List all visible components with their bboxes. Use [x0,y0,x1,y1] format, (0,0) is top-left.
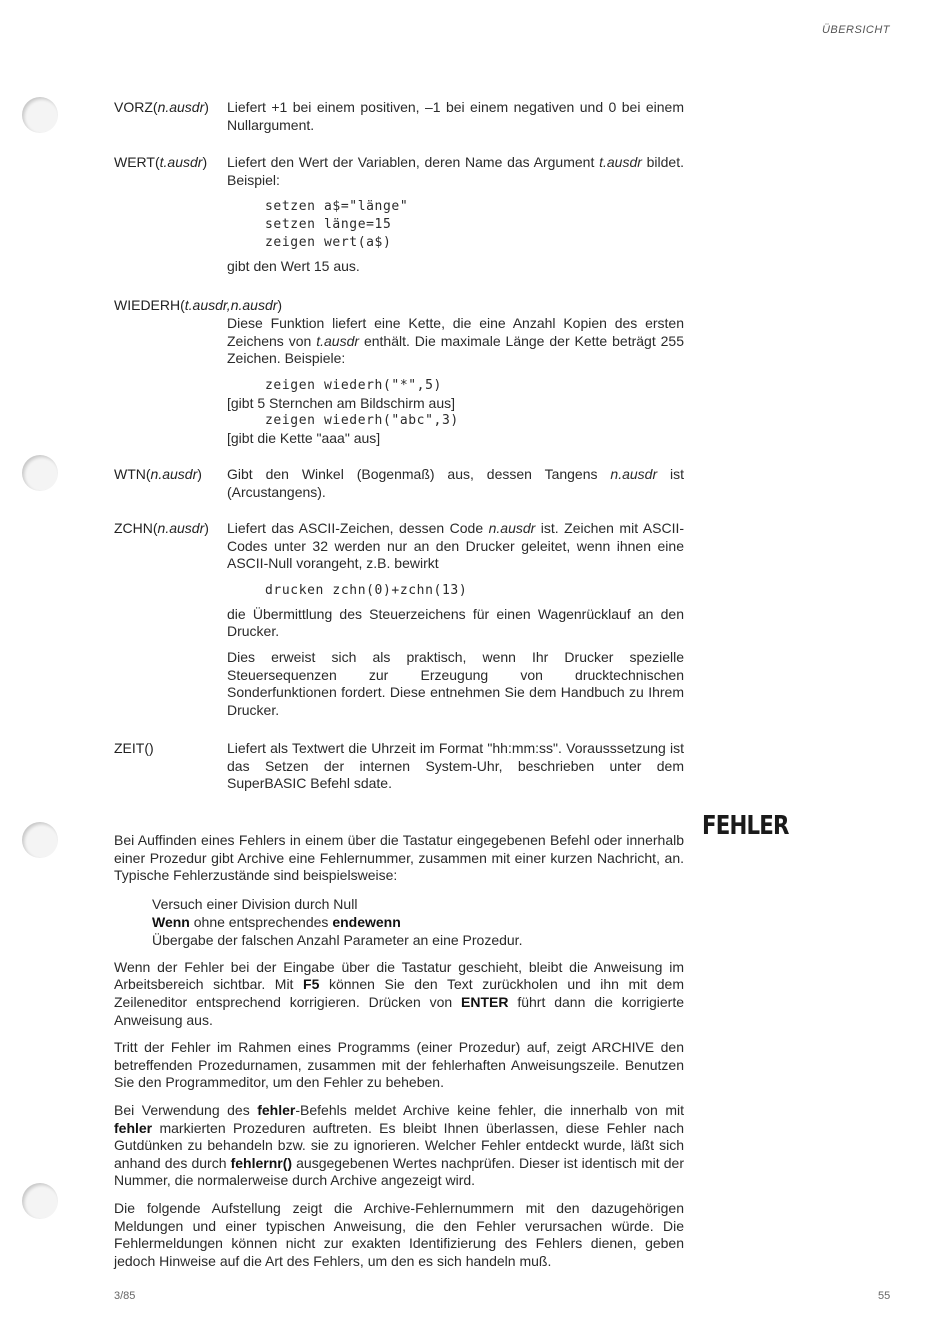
fehler-paragraph: Tritt der Fehler im Rahmen eines Programms (einer Prozedur) auf, zeigt ARCHIVE den betreffenden Prozedurnamen, zusammen mit der fehlerhaften Anweisungszeile. Benutzen Sie den Programmeditor, um den Fehler zu beheben. [114,1039,684,1091]
function-name: ZEIT() [114,740,154,756]
function-name: WTN(n.ausdr) [114,466,202,482]
page-number: 55 [878,1290,891,1302]
error-examples-list [152,895,684,949]
function-name: ZCHN(n.ausdr) [114,520,209,536]
entry-zchn [114,520,684,719]
section-title: FEHLER [702,811,789,841]
fehler-section [114,832,684,1280]
code-example: zeigen wiederh("*",5) [265,377,442,393]
code-comment: [gibt die Kette "aaa" aus] [227,430,381,447]
function-result: gibt den Wert 15 aus. [227,258,360,275]
entry-zeit [114,740,684,793]
code-example: setzen a$="länge" setzen länge=15 zeigen wert(a$) [265,199,409,251]
function-result: die Übermittlung des Steuerzeichens für einen Wagenrücklauf an den Drucker. [227,605,684,640]
function-description: Gibt den Winkel (Bogenmaß) aus, dessen Tangens n.ausdr ist (Arcustangens). [227,466,685,500]
binder-hole [22,97,58,133]
fehler-paragraph: Wenn der Fehler bei der Eingabe über die Tastatur geschieht, bleibt die Anweisung im Arbeitsbereich sichtbar. Mit F5 können Sie den Text zurückholen und ihn mit dem Zeileneditor entsprechend korrigieren. Drücken von ENTER führt dann die korrigierte Anweisung aus. [114,958,685,1028]
function-description: Liefert +1 bei einem positiven, –1 bei einem negativen und 0 bei einem Nullargument. [227,99,684,133]
binder-hole [22,455,58,491]
entry-wtn [114,466,684,501]
function-description: Diese Funktion liefert eine Kette, die eine Anzahl Kopien des ersten Zeichens von t.ausdr enthält. Die maximale Länge der Kette beträgt 255 Zeichen. Beispiele: [227,315,684,367]
fehler-paragraph: Die folgende Aufstellung zeigt die Archive-Fehlernummern mit den dazugehörigen Meldungen und einer typischen Anweisung, die den Fehler verursachen würde. Die Fehlermeldungen können nicht zur exakten Identifizierung des Fehlers dienen, geben jedoch Hinweise auf die Art des Fehlers, um den es sich handeln muß. [114,1199,684,1269]
entry-wiederh [114,297,684,448]
function-note: Dies erweist sich als praktisch, wenn Ihr Drucker spezielle Steuersequenzen zur Erzeugung von drucktechnischen Sonderfunktionen fordert. Diese entnehmen Sie dem Handbuch zu Ihrem Drucker. [227,648,684,718]
fehler-intro: Bei Auffinden eines Fehlers in einem über die Tastatur eingegebenen Befehl oder innerhalb einer Prozedur gibt Archive eine Fehlernummer, zusammen mit einer kurzen Nachricht, an. Typische Fehlerzustände sind beispielsweise: [114,832,684,884]
entry-wert [114,154,684,276]
running-header: ÜBERSICHT [821,24,890,36]
entry-vorz [114,99,684,134]
list-item: Versuch einer Division durch Null [152,895,358,912]
function-name: WERT(t.ausdr) [114,154,208,170]
code-comment: [gibt 5 Sternchen am Bildschirm aus] [227,394,455,411]
binder-hole [22,822,58,858]
code-example: drucken zchn(0)+zchn(13) [265,582,468,598]
list-item: Wenn ohne entsprechendes endewenn [152,913,401,930]
function-description: Liefert als Textwert die Uhrzeit im Format "hh:mm:ss". Vorausssetzung ist das Setzen der internen System-Uhr, beschrieben unter dem SuperBASIC Befehl sdate. [227,740,684,792]
function-name: WIEDERH(t.ausdr,n.ausdr) [114,297,283,313]
code-example: zeigen wiederh("abc",3) [265,413,459,429]
function-description: Liefert das ASCII-Zeichen, dessen Code n.ausdr ist. Zeichen mit ASCII-Codes unter 32 werden nur an den Drucker geleitet, wenn ihnen eine ASCII-Null vorangeht, z.B. bewirkt [227,520,685,572]
fehler-paragraph: Bei Verwendung des fehler-Befehls meldet Archive keine fehler, die innerhalb von mit fehler markierten Prozeduren auftreten. Es bleibt Ihnen überlassen, diese Fehler nach Gutdünken zu behandeln bzw. sie zu ignorieren. Welcher Fehler entdeckt wurde, läßt sich anhand des durch fehlernr() ausgegebenen Wertes nachprüfen. Dieser ist identisch mit der Nummer, die normalerweise durch Archive angezeigt wird. [114,1101,684,1189]
function-name: VORZ(n.ausdr) [114,99,209,115]
list-item: Übergabe der falschen Anzahl Parameter an eine Prozedur. [152,931,523,948]
function-description: Liefert den Wert der Variablen, deren Name das Argument t.ausdr bildet. Beispiel: [227,154,685,188]
binder-hole [22,1183,58,1219]
footer-date: 3/85 [114,1290,136,1302]
